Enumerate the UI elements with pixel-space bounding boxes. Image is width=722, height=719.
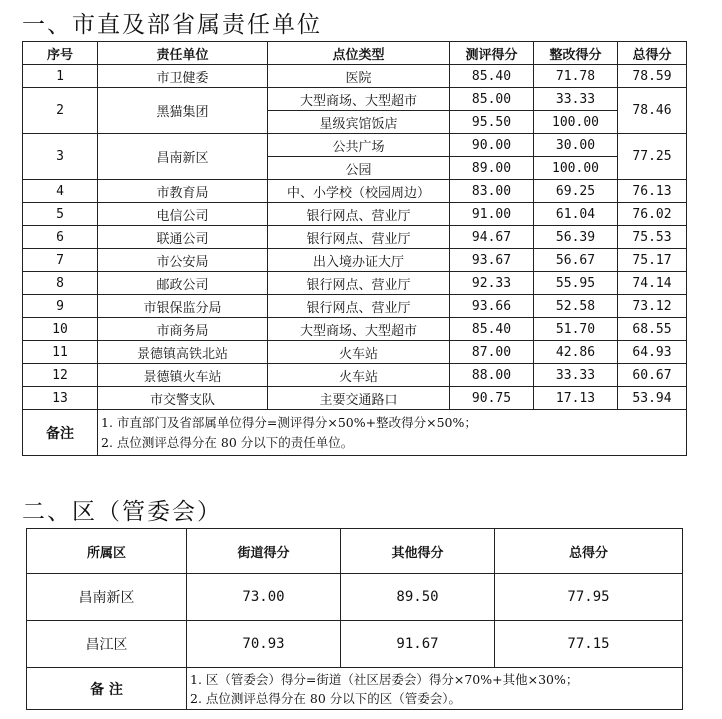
remark-notes bbox=[98, 410, 687, 456]
district-cell: 昌江区 bbox=[27, 621, 187, 668]
remark-line: 1. 市直部门及省部属单位得分=测评得分×50%+整改得分×50%； bbox=[101, 414, 477, 430]
rectify-score-cell: 61.04 bbox=[534, 203, 618, 226]
point-type-cell: 公园 bbox=[268, 157, 450, 180]
remark-notes bbox=[187, 668, 683, 710]
header-other-score: 其他得分 bbox=[341, 529, 495, 574]
rectify-score-cell: 100.00 bbox=[534, 157, 618, 180]
seq-cell: 3 bbox=[23, 134, 98, 180]
eval-score-cell: 85.00 bbox=[450, 88, 534, 111]
header-seq: 序号 bbox=[23, 42, 98, 65]
total-score-cell: 74.14 bbox=[618, 272, 687, 295]
other-score-cell: 89.50 bbox=[341, 574, 495, 621]
unit-cell: 市商务局 bbox=[98, 318, 268, 341]
rectify-score-cell: 56.39 bbox=[534, 226, 618, 249]
rectify-score-cell: 17.13 bbox=[534, 387, 618, 410]
eval-score-cell: 90.00 bbox=[450, 134, 534, 157]
street-score-cell: 73.00 bbox=[187, 574, 341, 621]
table-row bbox=[23, 318, 687, 341]
total-score-cell: 78.59 bbox=[618, 65, 687, 88]
point-type-cell: 火车站 bbox=[268, 364, 450, 387]
eval-score-cell: 94.67 bbox=[450, 226, 534, 249]
eval-score-cell: 95.50 bbox=[450, 111, 534, 134]
section1-title: 一、市直及部省属责任单位 bbox=[22, 12, 322, 38]
eval-score-cell: 90.75 bbox=[450, 387, 534, 410]
unit-cell: 景德镇高铁北站 bbox=[98, 341, 268, 364]
rectify-score-cell: 33.33 bbox=[534, 364, 618, 387]
section1-header-row bbox=[23, 42, 687, 65]
rectify-score-cell: 56.67 bbox=[534, 249, 618, 272]
remark-line: 1. 区（管委会）得分=街道（社区居委会）得分×70%+其他×30%； bbox=[190, 671, 579, 687]
remark-line: 2. 点位测评总得分在 80 分以下的区（管委会）。 bbox=[190, 690, 462, 706]
point-type-cell: 出入境办证大厅 bbox=[268, 249, 450, 272]
seq-cell: 1 bbox=[23, 65, 98, 88]
total-score-cell: 76.13 bbox=[618, 180, 687, 203]
header-rectify-score: 整改得分 bbox=[534, 42, 618, 65]
table-row bbox=[23, 364, 687, 387]
unit-cell: 市卫健委 bbox=[98, 65, 268, 88]
section2-header-row bbox=[27, 529, 683, 574]
rectify-score-cell: 33.33 bbox=[534, 88, 618, 111]
rectify-score-cell: 42.86 bbox=[534, 341, 618, 364]
point-type-cell: 公共广场 bbox=[268, 134, 450, 157]
seq-cell: 10 bbox=[23, 318, 98, 341]
remark-label: 备 注 bbox=[27, 668, 187, 710]
unit-cell: 市银保监分局 bbox=[98, 295, 268, 318]
district-cell: 昌南新区 bbox=[27, 574, 187, 621]
eval-score-cell: 85.40 bbox=[450, 65, 534, 88]
section2-remark-row bbox=[27, 668, 683, 710]
remark-label: 备注 bbox=[23, 410, 98, 456]
unit-cell: 邮政公司 bbox=[98, 272, 268, 295]
table-row bbox=[23, 341, 687, 364]
rectify-score-cell: 52.58 bbox=[534, 295, 618, 318]
seq-cell: 4 bbox=[23, 180, 98, 203]
section1-table bbox=[22, 41, 687, 456]
point-type-cell: 火车站 bbox=[268, 341, 450, 364]
rectify-score-cell: 30.00 bbox=[534, 134, 618, 157]
unit-cell: 黑猫集团 bbox=[98, 88, 268, 134]
total-score-cell: 78.46 bbox=[618, 88, 687, 134]
point-type-cell: 大型商场、大型超市 bbox=[268, 88, 450, 111]
rectify-score-cell: 55.95 bbox=[534, 272, 618, 295]
total-score-cell: 75.53 bbox=[618, 226, 687, 249]
table-row bbox=[23, 180, 687, 203]
unit-cell: 市交警支队 bbox=[98, 387, 268, 410]
point-type-cell: 银行网点、营业厅 bbox=[268, 226, 450, 249]
total-score-cell: 53.94 bbox=[618, 387, 687, 410]
eval-score-cell: 92.33 bbox=[450, 272, 534, 295]
other-score-cell: 91.67 bbox=[341, 621, 495, 668]
point-type-cell: 主要交通路口 bbox=[268, 387, 450, 410]
seq-cell: 13 bbox=[23, 387, 98, 410]
header-eval-score: 测评得分 bbox=[450, 42, 534, 65]
seq-cell: 6 bbox=[23, 226, 98, 249]
eval-score-cell: 87.00 bbox=[450, 341, 534, 364]
rectify-score-cell: 100.00 bbox=[534, 111, 618, 134]
header-district: 所属区 bbox=[27, 529, 187, 574]
total-score-cell: 77.15 bbox=[495, 621, 683, 668]
total-score-cell: 64.93 bbox=[618, 341, 687, 364]
total-score-cell: 77.95 bbox=[495, 574, 683, 621]
point-type-cell: 中、小学校（校园周边） bbox=[268, 180, 450, 203]
table-row bbox=[23, 88, 687, 111]
unit-cell: 联通公司 bbox=[98, 226, 268, 249]
point-type-cell: 银行网点、营业厅 bbox=[268, 203, 450, 226]
unit-cell: 市教育局 bbox=[98, 180, 268, 203]
seq-cell: 11 bbox=[23, 341, 98, 364]
header-point-type: 点位类型 bbox=[268, 42, 450, 65]
unit-cell: 景德镇火车站 bbox=[98, 364, 268, 387]
eval-score-cell: 83.00 bbox=[450, 180, 534, 203]
table-row bbox=[23, 295, 687, 318]
street-score-cell: 70.93 bbox=[187, 621, 341, 668]
total-score-cell: 76.02 bbox=[618, 203, 687, 226]
header-total-score: 总得分 bbox=[618, 42, 687, 65]
table-row bbox=[23, 226, 687, 249]
header-unit: 责任单位 bbox=[98, 42, 268, 65]
eval-score-cell: 91.00 bbox=[450, 203, 534, 226]
point-type-cell: 医院 bbox=[268, 65, 450, 88]
eval-score-cell: 93.67 bbox=[450, 249, 534, 272]
rectify-score-cell: 69.25 bbox=[534, 180, 618, 203]
table-row bbox=[23, 249, 687, 272]
rectify-score-cell: 51.70 bbox=[534, 318, 618, 341]
total-score-cell: 60.67 bbox=[618, 364, 687, 387]
point-type-cell: 大型商场、大型超市 bbox=[268, 318, 450, 341]
table-row bbox=[27, 574, 683, 621]
unit-cell: 市公安局 bbox=[98, 249, 268, 272]
section2-table bbox=[26, 528, 683, 710]
eval-score-cell: 88.00 bbox=[450, 364, 534, 387]
header-street-score: 街道得分 bbox=[187, 529, 341, 574]
seq-cell: 7 bbox=[23, 249, 98, 272]
unit-cell: 电信公司 bbox=[98, 203, 268, 226]
table-row bbox=[23, 203, 687, 226]
point-type-cell: 星级宾馆饭店 bbox=[268, 111, 450, 134]
total-score-cell: 77.25 bbox=[618, 134, 687, 180]
point-type-cell: 银行网点、营业厅 bbox=[268, 272, 450, 295]
rectify-score-cell: 71.78 bbox=[534, 65, 618, 88]
point-type-cell: 银行网点、营业厅 bbox=[268, 295, 450, 318]
section1-remark-row bbox=[23, 410, 687, 456]
section2-title: 二、区（管委会） bbox=[22, 499, 222, 525]
total-score-cell: 68.55 bbox=[618, 318, 687, 341]
total-score-cell: 75.17 bbox=[618, 249, 687, 272]
table-row bbox=[23, 134, 687, 157]
seq-cell: 5 bbox=[23, 203, 98, 226]
seq-cell: 9 bbox=[23, 295, 98, 318]
unit-cell: 昌南新区 bbox=[98, 134, 268, 180]
table-row bbox=[23, 65, 687, 88]
eval-score-cell: 89.00 bbox=[450, 157, 534, 180]
total-score-cell: 73.12 bbox=[618, 295, 687, 318]
table-row bbox=[23, 272, 687, 295]
remark-line: 2. 点位测评总得分在 80 分以下的责任单位。 bbox=[101, 434, 354, 450]
seq-cell: 2 bbox=[23, 88, 98, 134]
header-total-score: 总得分 bbox=[495, 529, 683, 574]
seq-cell: 8 bbox=[23, 272, 98, 295]
eval-score-cell: 93.66 bbox=[450, 295, 534, 318]
table-row bbox=[23, 387, 687, 410]
table-row bbox=[27, 621, 683, 668]
eval-score-cell: 85.40 bbox=[450, 318, 534, 341]
seq-cell: 12 bbox=[23, 364, 98, 387]
